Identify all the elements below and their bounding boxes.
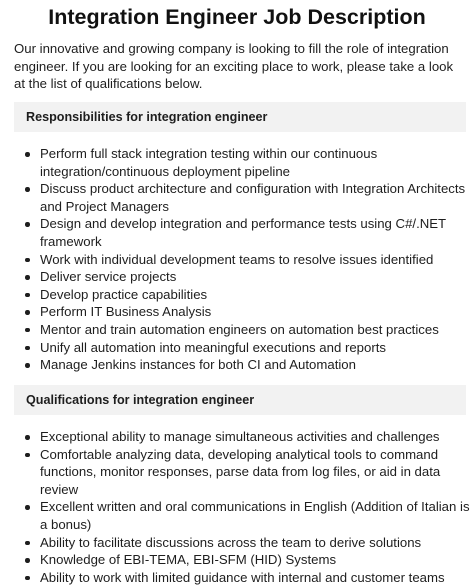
list-item: Exceptional ability to manage simultaneous activities and challenges: [0, 428, 474, 446]
list-item: Perform full stack integration testing within our continuous integration/continuous deployment pipeline: [0, 145, 474, 180]
list-item: Develop practice capabilities: [0, 286, 474, 304]
intro-paragraph: Our innovative and growing company is looking to fill the role of integration engineer. If you are looking for an exciting place to work, please take a look at the list of qualifications below.: [14, 41, 454, 92]
list-item: Excellent written and oral communications in English (Addition of Italian is a bonus): [0, 498, 474, 533]
list-item: Work with individual development teams to resolve issues identified: [0, 251, 474, 269]
responsibilities-heading: Responsibilities for integration engineer: [14, 102, 466, 132]
list-item: Perform IT Business Analysis: [0, 303, 474, 321]
list-item: Deliver service projects: [0, 268, 474, 286]
list-item: Mentor and train automation engineers on automation best practices: [0, 321, 474, 339]
list-item: Knowledge of EBI-TEMA, EBI-SFM (HID) Systems: [0, 551, 474, 569]
list-item: Design and develop integration and performance tests using C#/.NET framework: [0, 215, 474, 250]
list-item: Ability to work with limited guidance with internal and customer teams: [0, 569, 474, 587]
list-item: Manage Jenkins instances for both CI and Automation: [0, 356, 474, 374]
page-title: Integration Engineer Job Description: [48, 5, 426, 29]
list-item: Unify all automation into meaningful executions and reports: [0, 339, 474, 357]
list-item: Discuss product architecture and configuration with Integration Architects and Project Managers: [0, 180, 474, 215]
list-item: Comfortable analyzing data, developing analytical tools to command functions, monitor responses, parse data from log files, or aid in data review: [0, 446, 474, 499]
qualifications-heading: Qualifications for integration engineer: [14, 385, 466, 415]
qualifications-list: [0, 428, 474, 586]
responsibilities-list: [0, 145, 474, 374]
list-item: Ability to facilitate discussions across the team to derive solutions: [0, 534, 474, 552]
